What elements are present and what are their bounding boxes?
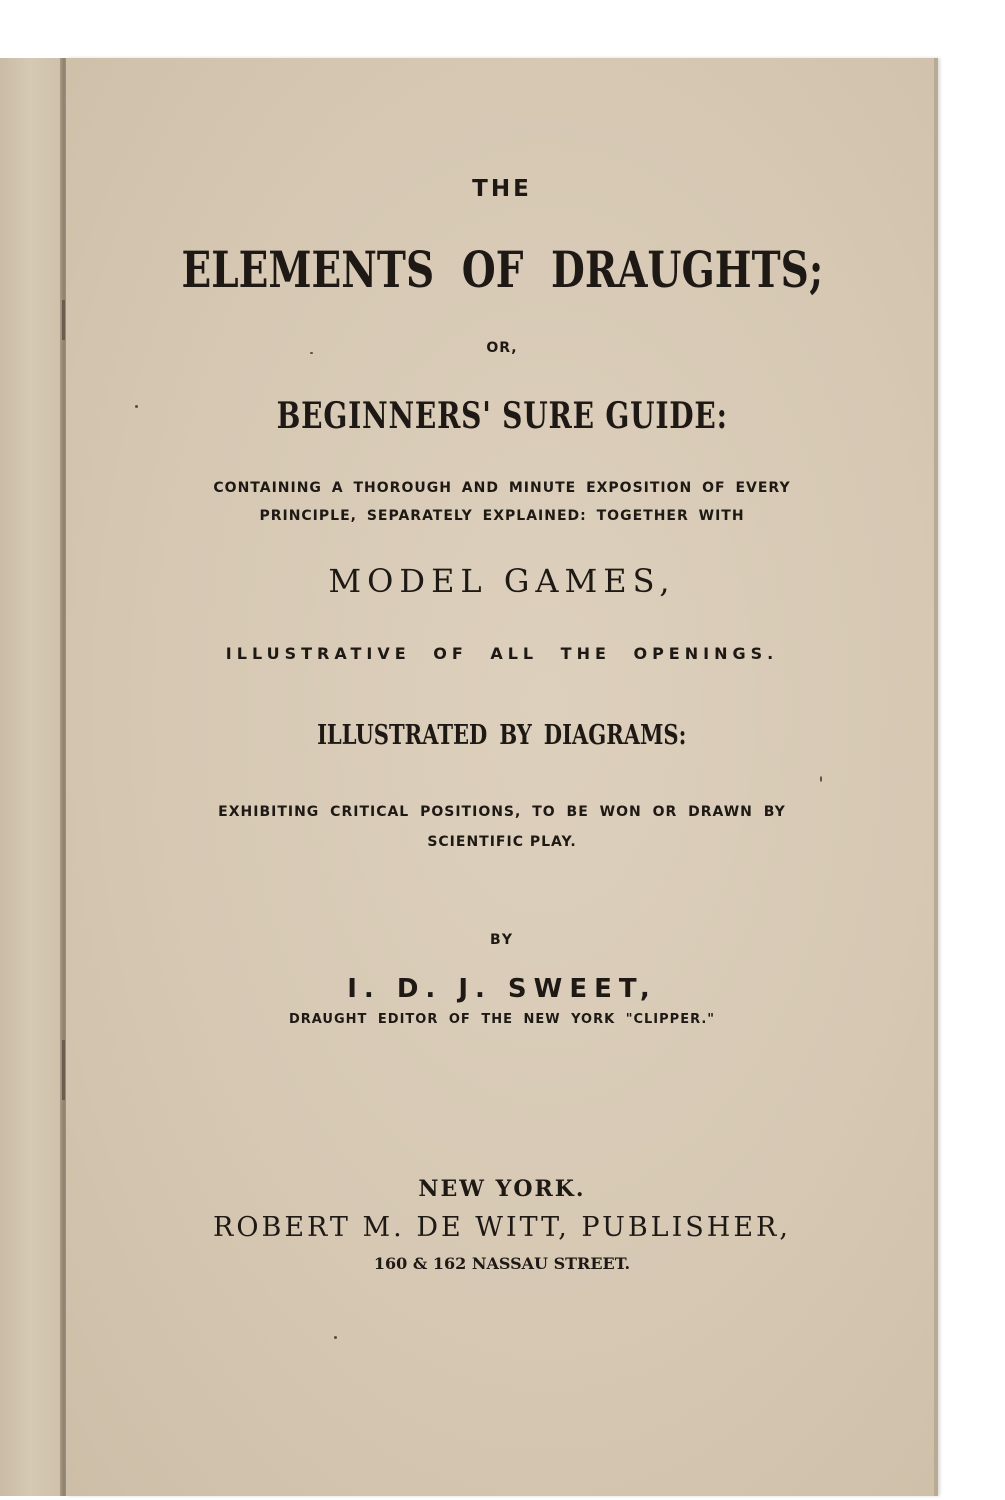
illustrative-line: ILLUSTRATIVE OF ALL THE OPENINGS. (225, 644, 779, 663)
publisher-name: ROBERT M. DE WITT, PUBLISHER, (213, 1212, 791, 1243)
by-line: BY (489, 932, 515, 948)
illustrated-line: ILLUSTRATED BY DIAGRAMS: (317, 720, 687, 751)
author-role: DRAUGHT EDITOR OF THE NEW YORK "CLIPPER." (288, 1012, 716, 1027)
publisher-address: 160 & 162 NASSAU STREET. (373, 1254, 631, 1273)
paper-foxing-spot (820, 776, 822, 782)
exhibiting-line-2: SCIENTIFIC PLAY. (427, 834, 577, 850)
title-or: OR, (486, 340, 518, 356)
binding-stitch (62, 300, 65, 340)
description-line-2: PRINCIPLE, SEPARATELY EXPLAINED: TOGETHER WITH (259, 508, 745, 524)
title-the: THE (472, 176, 532, 202)
publisher-city: NEW YORK. (418, 1176, 586, 1202)
main-title: ELEMENTS OF DRAUGHTS; (181, 240, 823, 299)
description-line-1: CONTAINING A THOROUGH AND MINUTE EXPOSITION OF EVERY (213, 480, 791, 496)
binding-stitch (62, 1040, 65, 1100)
subtitle: BEGINNERS' SURE GUIDE: (276, 395, 728, 437)
exhibiting-line-1: EXHIBITING CRITICAL POSITIONS, TO BE WON OR DRAWN BY (218, 804, 786, 820)
author-name: I. D. J. SWEET, (347, 974, 657, 1004)
model-games: MODEL GAMES, (328, 562, 676, 600)
paper-foxing-spot (334, 1336, 337, 1339)
